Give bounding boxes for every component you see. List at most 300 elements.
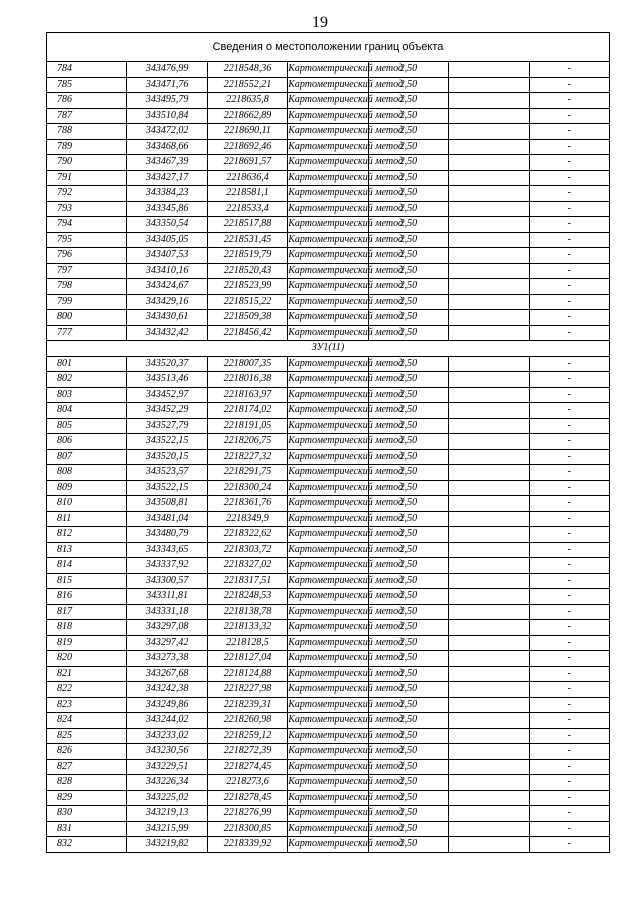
point-number-cell: 822 [47,682,127,698]
x-coordinate-cell: 343520,15 [127,449,207,465]
method-cell: Картометрический метод [288,387,368,403]
accuracy-cell: 2,50 [368,77,448,93]
x-coordinate-cell: 343267,68 [127,666,207,682]
method-cell: Картометрический метод [288,480,368,496]
table-row [47,418,610,434]
point-number-cell: 821 [47,666,127,682]
table-row [47,651,610,667]
y-coordinate-cell: 2218124,88 [207,666,287,682]
description-cell: - [529,263,609,279]
blank-cell [449,542,529,558]
blank-cell [449,465,529,481]
x-coordinate-cell: 343311,81 [127,589,207,605]
accuracy-cell: 2,50 [368,573,448,589]
x-coordinate-cell: 343520,37 [127,356,207,372]
accuracy-cell: 2,50 [368,263,448,279]
point-number-cell: 804 [47,403,127,419]
accuracy-cell: 2,50 [368,682,448,698]
accuracy-cell: 2,50 [368,480,448,496]
accuracy-cell: 2,50 [368,93,448,109]
y-coordinate-cell: 2218007,35 [207,356,287,372]
blank-cell [449,682,529,698]
point-number-cell: 827 [47,759,127,775]
x-coordinate-cell: 343225,02 [127,790,207,806]
description-cell: - [529,775,609,791]
x-coordinate-cell: 343513,46 [127,372,207,388]
point-number-cell: 808 [47,465,127,481]
table-row [47,713,610,729]
point-number-cell: 796 [47,248,127,264]
method-cell: Картометрический метод [288,837,368,853]
method-cell: Картометрический метод [288,682,368,698]
method-cell: Картометрический метод [288,186,368,202]
table-row [47,604,610,620]
description-cell: - [529,248,609,264]
method-cell: Картометрический метод [288,139,368,155]
accuracy-cell: 2,50 [368,294,448,310]
blank-cell [449,775,529,791]
boundary-coordinates-table [46,32,610,853]
x-coordinate-cell: 343472,02 [127,124,207,140]
accuracy-cell: 2,50 [368,511,448,527]
point-number-cell: 793 [47,201,127,217]
point-number-cell: 818 [47,620,127,636]
x-coordinate-cell: 343522,15 [127,480,207,496]
accuracy-cell: 2,50 [368,527,448,543]
x-coordinate-cell: 343244,02 [127,713,207,729]
table-row [47,186,610,202]
point-number-cell: 819 [47,635,127,651]
method-cell: Картометрический метод [288,620,368,636]
x-coordinate-cell: 343508,81 [127,496,207,512]
method-cell: Картометрический метод [288,697,368,713]
description-cell: - [529,62,609,78]
blank-cell [449,124,529,140]
y-coordinate-cell: 2218138,78 [207,604,287,620]
blank-cell [449,418,529,434]
method-cell: Картометрический метод [288,775,368,791]
accuracy-cell: 2,50 [368,651,448,667]
description-cell: - [529,837,609,853]
point-number-cell: 812 [47,527,127,543]
accuracy-cell: 2,50 [368,232,448,248]
y-coordinate-cell: 2218191,05 [207,418,287,434]
point-number-cell: 801 [47,356,127,372]
accuracy-cell: 2,50 [368,186,448,202]
accuracy-cell: 2,50 [368,325,448,341]
point-number-cell: 829 [47,790,127,806]
y-coordinate-cell: 2218517,88 [207,217,287,233]
point-number-cell: 784 [47,62,127,78]
accuracy-cell: 2,50 [368,155,448,171]
accuracy-cell: 2,50 [368,449,448,465]
accuracy-cell: 2,50 [368,635,448,651]
x-coordinate-cell: 343429,16 [127,294,207,310]
blank-cell [449,387,529,403]
accuracy-cell: 2,50 [368,713,448,729]
table-row [47,217,610,233]
description-cell: - [529,418,609,434]
method-cell: Картометрический метод [288,93,368,109]
method-cell: Картометрический метод [288,356,368,372]
method-cell: Картометрический метод [288,62,368,78]
accuracy-cell: 2,50 [368,201,448,217]
description-cell: - [529,108,609,124]
y-coordinate-cell: 2218273,6 [207,775,287,791]
point-number-cell: 805 [47,418,127,434]
y-coordinate-cell: 2218662,89 [207,108,287,124]
table-title-row [47,33,610,62]
blank-cell [449,651,529,667]
table-row [47,294,610,310]
y-coordinate-cell: 2218361,76 [207,496,287,512]
description-cell: - [529,93,609,109]
accuracy-cell: 2,50 [368,542,448,558]
table-row [47,511,610,527]
method-cell: Картометрический метод [288,232,368,248]
table-row [47,496,610,512]
description-cell: - [529,713,609,729]
description-cell: - [529,790,609,806]
table-row [47,232,610,248]
method-cell: Картометрический метод [288,449,368,465]
description-cell: - [529,449,609,465]
table-row [47,527,610,543]
table-row [47,775,610,791]
blank-cell [449,713,529,729]
blank-cell [449,806,529,822]
x-coordinate-cell: 343350,54 [127,217,207,233]
y-coordinate-cell: 2218239,31 [207,697,287,713]
y-coordinate-cell: 2218531,45 [207,232,287,248]
accuracy-cell: 2,50 [368,589,448,605]
page-number: 19 [312,14,328,31]
method-cell: Картометрический метод [288,728,368,744]
point-number-cell: 830 [47,806,127,822]
table-row [47,201,610,217]
x-coordinate-cell: 343297,08 [127,620,207,636]
blank-cell [449,558,529,574]
description-cell: - [529,759,609,775]
method-cell: Картометрический метод [288,310,368,326]
table-row [47,155,610,171]
method-cell: Картометрический метод [288,527,368,543]
method-cell: Картометрический метод [288,465,368,481]
y-coordinate-cell: 2218349,9 [207,511,287,527]
point-number-cell: 791 [47,170,127,186]
blank-cell [449,108,529,124]
y-coordinate-cell: 2218691,57 [207,155,287,171]
y-coordinate-cell: 2218300,24 [207,480,287,496]
table-row [47,806,610,822]
blank-cell [449,434,529,450]
x-coordinate-cell: 343384,23 [127,186,207,202]
y-coordinate-cell: 2218635,8 [207,93,287,109]
x-coordinate-cell: 343527,79 [127,418,207,434]
table-row [47,480,610,496]
description-cell: - [529,139,609,155]
y-coordinate-cell: 2218227,98 [207,682,287,698]
table-row [47,682,610,698]
description-cell: - [529,155,609,171]
blank-cell [449,697,529,713]
method-cell: Картометрический метод [288,542,368,558]
method-cell: Картометрический метод [288,77,368,93]
point-number-cell: 795 [47,232,127,248]
description-cell: - [529,496,609,512]
x-coordinate-cell: 343432,42 [127,325,207,341]
blank-cell [449,837,529,853]
method-cell: Картометрический метод [288,263,368,279]
blank-cell [449,310,529,326]
blank-cell [449,325,529,341]
blank-cell [449,186,529,202]
point-number-cell: 806 [47,434,127,450]
y-coordinate-cell: 2218520,43 [207,263,287,279]
table-row [47,635,610,651]
description-cell: - [529,434,609,450]
method-cell: Картометрический метод [288,651,368,667]
y-coordinate-cell: 2218227,32 [207,449,287,465]
accuracy-cell: 2,50 [368,217,448,233]
blank-cell [449,496,529,512]
accuracy-cell: 2,50 [368,62,448,78]
blank-cell [449,279,529,295]
method-cell: Картометрический метод [288,155,368,171]
point-number-cell: 792 [47,186,127,202]
y-coordinate-cell: 2218690,11 [207,124,287,140]
point-number-cell: 810 [47,496,127,512]
x-coordinate-cell: 343331,18 [127,604,207,620]
blank-cell [449,356,529,372]
description-cell: - [529,310,609,326]
method-cell: Картометрический метод [288,496,368,512]
point-number-cell: 803 [47,387,127,403]
x-coordinate-cell: 343481,04 [127,511,207,527]
accuracy-cell: 2,50 [368,108,448,124]
blank-cell [449,93,529,109]
y-coordinate-cell: 2218523,99 [207,279,287,295]
method-cell: Картометрический метод [288,573,368,589]
description-cell: - [529,201,609,217]
method-cell: Картометрический метод [288,372,368,388]
accuracy-cell: 2,50 [368,434,448,450]
method-cell: Картометрический метод [288,294,368,310]
point-number-cell: 828 [47,775,127,791]
blank-cell [449,449,529,465]
blank-cell [449,821,529,837]
x-coordinate-cell: 343229,51 [127,759,207,775]
x-coordinate-cell: 343215,99 [127,821,207,837]
method-cell: Картометрический метод [288,666,368,682]
description-cell: - [529,589,609,605]
x-coordinate-cell: 343476,99 [127,62,207,78]
y-coordinate-cell: 2218515,22 [207,294,287,310]
table-row [47,542,610,558]
table-row [47,372,610,388]
description-cell: - [529,465,609,481]
x-coordinate-cell: 343468,66 [127,139,207,155]
y-coordinate-cell: 2218260,98 [207,713,287,729]
y-coordinate-cell: 2218552,21 [207,77,287,93]
description-cell: - [529,77,609,93]
point-number-cell: 811 [47,511,127,527]
description-cell: - [529,620,609,636]
point-number-cell: 831 [47,821,127,837]
point-number-cell: 832 [47,837,127,853]
x-coordinate-cell: 343226,34 [127,775,207,791]
point-number-cell: 823 [47,697,127,713]
table-row [47,263,610,279]
y-coordinate-cell: 2218300,85 [207,821,287,837]
point-number-cell: 813 [47,542,127,558]
x-coordinate-cell: 343471,76 [127,77,207,93]
method-cell: Картометрический метод [288,558,368,574]
description-cell: - [529,573,609,589]
method-cell: Картометрический метод [288,511,368,527]
table-row [47,728,610,744]
y-coordinate-cell: 2218548,36 [207,62,287,78]
description-cell: - [529,480,609,496]
accuracy-cell: 2,50 [368,759,448,775]
description-cell: - [529,697,609,713]
table-body [47,33,610,853]
table-row [47,356,610,372]
accuracy-cell: 2,50 [368,821,448,837]
y-coordinate-cell: 2218133,32 [207,620,287,636]
point-number-cell: 826 [47,744,127,760]
table-row [47,620,610,636]
accuracy-cell: 2,50 [368,620,448,636]
y-coordinate-cell: 2218327,02 [207,558,287,574]
x-coordinate-cell: 343300,57 [127,573,207,589]
description-cell: - [529,217,609,233]
point-number-cell: 824 [47,713,127,729]
x-coordinate-cell: 343522,15 [127,434,207,450]
description-cell: - [529,635,609,651]
accuracy-cell: 2,50 [368,604,448,620]
y-coordinate-cell: 2218272,39 [207,744,287,760]
description-cell: - [529,387,609,403]
method-cell: Картометрический метод [288,217,368,233]
method-cell: Картометрический метод [288,589,368,605]
point-number-cell: 816 [47,589,127,605]
x-coordinate-cell: 343452,97 [127,387,207,403]
point-number-cell: 802 [47,372,127,388]
section-header-row [47,341,610,357]
x-coordinate-cell: 343523,57 [127,465,207,481]
point-number-cell: 799 [47,294,127,310]
x-coordinate-cell: 343405,05 [127,232,207,248]
y-coordinate-cell: 2218278,45 [207,790,287,806]
y-coordinate-cell: 2218291,75 [207,465,287,481]
method-cell: Картометрический метод [288,279,368,295]
x-coordinate-cell: 343219,82 [127,837,207,853]
accuracy-cell: 2,50 [368,139,448,155]
point-number-cell: 825 [47,728,127,744]
accuracy-cell: 2,50 [368,418,448,434]
y-coordinate-cell: 2218581,1 [207,186,287,202]
point-number-cell: 797 [47,263,127,279]
blank-cell [449,77,529,93]
table-row [47,744,610,760]
y-coordinate-cell: 2218206,75 [207,434,287,450]
point-number-cell: 788 [47,124,127,140]
blank-cell [449,790,529,806]
accuracy-cell: 2,50 [368,248,448,264]
x-coordinate-cell: 343424,67 [127,279,207,295]
description-cell: - [529,325,609,341]
x-coordinate-cell: 343430,61 [127,310,207,326]
table-row [47,558,610,574]
y-coordinate-cell: 2218692,46 [207,139,287,155]
table-row [47,124,610,140]
y-coordinate-cell: 2218303,72 [207,542,287,558]
blank-cell [449,217,529,233]
blank-cell [449,620,529,636]
table-row [47,697,610,713]
x-coordinate-cell: 343273,38 [127,651,207,667]
point-number-cell: 787 [47,108,127,124]
table-row [47,108,610,124]
table-row [47,248,610,264]
blank-cell [449,759,529,775]
point-number-cell: 820 [47,651,127,667]
blank-cell [449,155,529,171]
blank-cell [449,589,529,605]
table-row [47,387,610,403]
point-number-cell: 814 [47,558,127,574]
description-cell: - [529,186,609,202]
description-cell: - [529,232,609,248]
description-cell: - [529,403,609,419]
accuracy-cell: 2,50 [368,124,448,140]
description-cell: - [529,558,609,574]
table-row [47,279,610,295]
y-coordinate-cell: 2218509,38 [207,310,287,326]
description-cell: - [529,527,609,543]
blank-cell [449,232,529,248]
table-row [47,589,610,605]
accuracy-cell: 2,50 [368,790,448,806]
y-coordinate-cell: 2218259,12 [207,728,287,744]
blank-cell [449,403,529,419]
x-coordinate-cell: 343452,29 [127,403,207,419]
point-number-cell: 790 [47,155,127,171]
x-coordinate-cell: 343467,39 [127,155,207,171]
x-coordinate-cell: 343219,13 [127,806,207,822]
x-coordinate-cell: 343510,84 [127,108,207,124]
method-cell: Картометрический метод [288,434,368,450]
x-coordinate-cell: 343343,65 [127,542,207,558]
accuracy-cell: 2,50 [368,170,448,186]
description-cell: - [529,744,609,760]
point-number-cell: 798 [47,279,127,295]
accuracy-cell: 2,50 [368,310,448,326]
method-cell: Картометрический метод [288,604,368,620]
method-cell: Картометрический метод [288,744,368,760]
blank-cell [449,263,529,279]
description-cell: - [529,542,609,558]
blank-cell [449,527,529,543]
table-row [47,170,610,186]
table-row [47,434,610,450]
y-coordinate-cell: 2218456,42 [207,325,287,341]
table-row [47,759,610,775]
x-coordinate-cell: 343427,17 [127,170,207,186]
table-row [47,77,610,93]
point-number-cell: 817 [47,604,127,620]
